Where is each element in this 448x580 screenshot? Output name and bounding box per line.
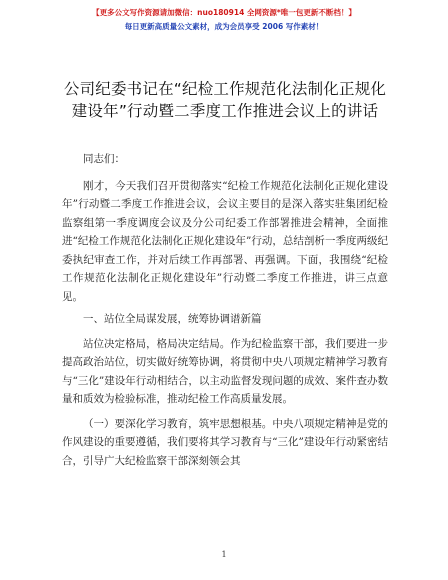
promo-banner-line-2: 每日更新高质量公文素材，成为会员享受 2006 写作素材！ <box>124 22 324 31</box>
section-heading: 一、站位全局谋发展，统筹协调谱新篇 <box>83 313 262 325</box>
body-paragraph: 站位决定格局，格局决定结局。作为纪检监察干部，我们要进一步提高政治站位，切实做好统筹协调，将贯彻中央八项规定精神学习教育与“三化”建设年行动相结合，以主动监督发现问题的成效、案件查办数量和质效为检验标准，推动纪检工作高质量发展。 <box>62 337 388 405</box>
document-title: 公司纪委书记在“纪检工作规范化法制化正规化建设年”行动暨二季度工作推进会议上的讲话 <box>63 80 387 120</box>
promo-banner-line-1: 【更多公文写作资源请加微信：nuo180914 全网资源*唯一包更新不断档！】 <box>92 8 356 17</box>
body-paragraph: （一）要深化学习教育，筑牢思想根基。中央八项规定精神是党的作风建设的重要遵循，我们要将其学习教育与“三化”建设年行动紧密结合，引导广大纪检监察干部深刻领会其 <box>62 417 388 467</box>
body-paragraph: 刚才，今天我们召开贯彻落实“纪检工作规范化法制化正规化建设年”行动暨二季度工作推进会议，会议主要目的是深入落实驻集团纪检监察组第一季度调度会议及分公司纪委工作部署推进会精神，全面推进“纪检工作规范化法制化正规化建设年”行动，总结剖析一季度两级纪委执纪审查工作，并对后续工作再部署、再强调。下面，我围绕“纪检工作规范化法制化正规化建设年”行动暨二季度工作推进，讲三点意见。 <box>62 179 388 303</box>
salutation: 同志们： <box>83 153 125 165</box>
document-body <box>62 150 388 474</box>
page-number: 1 <box>221 550 227 559</box>
